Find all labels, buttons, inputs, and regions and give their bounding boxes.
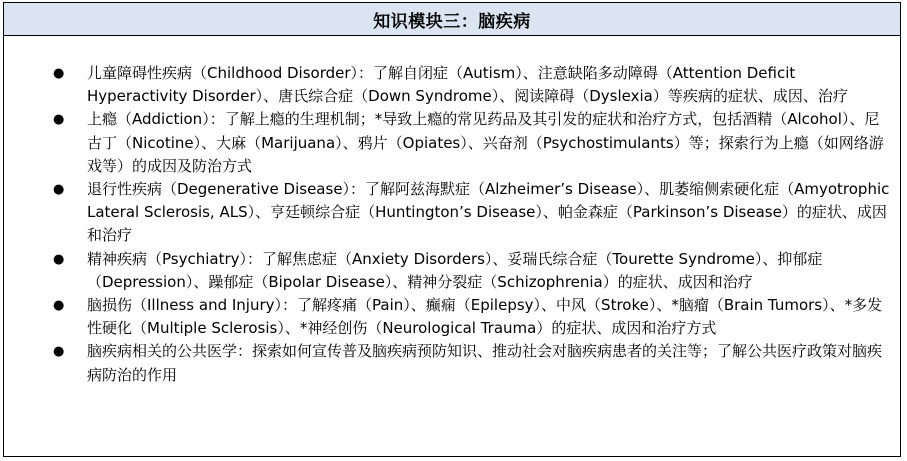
bullet-icon: ● [53,298,65,314]
topic-list [4,62,890,387]
module-table [3,2,901,457]
topic-text: 上瘾（Addiction）：了解上瘾的生理机制；*导致上瘾的常见药品及其引发的症状和治疗方式，包括酒精（Alcohol）、尼古丁（Nicotine）、大麻（Marijuana）、鸦片（Opiates）、兴奋剂（Psychostimulants）等；探索行为上瘾（如网络游戏等）的成因及防治方式 [87,110,884,175]
bullet-icon: ● [53,251,65,267]
topic-text: 儿童障碍性疾病（Childhood Disorder）：了解自闭症（Autism）、注意缺陷多动障碍（Attention Deficit Hyperactivity Disorder）、唐氏综合症（Down Syndrome）、阅读障碍（Dyslexia）等疾病的症状、成因、治疗 [87,64,848,106]
topic-item-illness-injury [4,294,890,340]
topic-text: 精神疾病（Psychiatry）：了解焦虑症（Anxiety Disorders）、妥瑞氏综合症（Tourette Syndrome）、抑郁症（Depression）、躁郁症（Bipolar Disease）、精神分裂症（Schizophrenia）的症状、成因和治疗 [87,249,823,291]
topic-item-addiction [4,108,890,178]
bullet-icon: ● [53,112,65,128]
bullet-icon: ● [53,344,65,360]
topic-text: 脑疾病相关的公共医学：探索如何宣传普及脑疾病预防知识、推动社会对脑疾病患者的关注等；了解公共医疗政策对脑疾病防治的作用 [87,342,883,384]
module-content [4,36,900,387]
topic-item-childhood-disorder [4,62,890,108]
module-title: 知识模块三：脑疾病 [373,11,531,32]
topic-item-public-health [4,340,890,386]
topic-text: 脑损伤（Illness and Injury）：了解疼痛（Pain）、癫痫（Epilepsy）、中风（Stroke）、*脑瘤（Brain Tumors）、*多发性硬化（Multiple Sclerosis）、*神经创伤（Neurological Trauma）的症状、成因和治疗方式 [87,296,883,338]
topic-item-psychiatry [4,248,890,294]
topic-item-degenerative-disease [4,178,890,248]
module-header [4,3,900,36]
bullet-icon: ● [53,66,65,81]
bullet-icon: ● [53,182,65,198]
topic-text: 退行性疾病（Degenerative Disease）：了解阿兹海默症（Alzheimer’s Disease）、肌萎缩侧索硬化症（Amyotrophic Lateral Sclerosis, ALS）、亨廷顿综合症（Huntington’s Disease）、帕金森症（Parkinson’s Disease）的症状、成因和治疗 [87,180,890,245]
